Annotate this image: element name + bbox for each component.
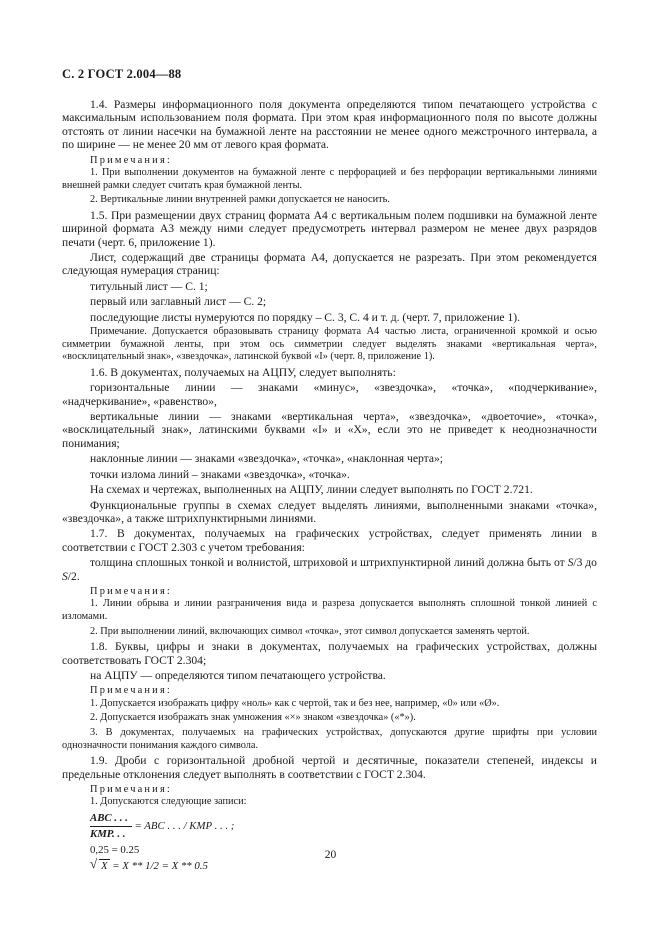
paragraph-1-8-a: на АЦПУ — определяются типом печатающего устройства. (90, 668, 386, 682)
paragraph-1-6-inclined: наклонные линии — знаками «звездочка», «точка», «наклонная черта»; (90, 452, 444, 466)
square-root (90, 855, 110, 873)
sqrt-equivalent: = X ** 1/2 = X ** 0.5 (109, 859, 208, 872)
formula-fraction (90, 812, 597, 841)
fraction-numerator: ABC . . . (90, 812, 132, 827)
note-1-4-1: 1. При выполнении документов на бумажной ленте с перфорацией и без перфорации вертикальными линиями внешней рамки следует считать края бумажной ленты. (62, 167, 597, 191)
note-1-8-2: 2. Допускается изображать знак умножения «×» знаком «звездочка» («*»). (90, 712, 416, 724)
symbol-s: S (567, 556, 574, 570)
radical-sign: √ (90, 855, 98, 871)
paragraph-1-6: 1.6. В документах, получаемых на АЦПУ, следует выполнять: (90, 365, 396, 379)
notes-heading: Примечания: (90, 685, 173, 697)
list-item-title-page: титульный лист — С. 1; (90, 279, 208, 293)
paragraph-1-6-vertical: вертикальные линии — знаками «вертикальная черта», «звездочка», «двоеточие», «точка», «восклицательный знак», латинскими буквами «I» и «X», если это не приведет к неоднозначности понимания; (62, 410, 597, 450)
thickness-end: /2. (67, 569, 80, 583)
note-1-8-3: 3. В документах, получаемых на графических устройствах, допускаются другие шрифты при условии однозначности понимания каждого символа. (62, 726, 597, 751)
notes-heading: Примечания: (90, 783, 173, 795)
paragraph-1-6-horizontal: горизонтальные линии — знаками «минус», «звездочка», «точка», «подчеркивание», «надчеркивание», «равенство», (62, 381, 597, 408)
paragraph-1-6-schemes: На схемах и чертежах, выполненных на АЦПУ, линии следует выполнять по ГОСТ 2.721. (90, 483, 533, 497)
fraction-equivalent: = ABC . . . / KMP . . . ; (131, 819, 235, 832)
note-1-5: Примечание. Допускается образовывать страницу формата А4 частью листа, ограниченной кромкой и осью симметрии бумажной ленты, при этом ось симметрии следует выделять знаками «вертикальная черта», «восклицательный знак», «звездочка», латинской буквой «I» (черт. 8, приложение 1). (62, 326, 597, 363)
formula-decimal: 0,25 = 0.25 (90, 843, 140, 856)
symbol-s: S (62, 569, 68, 583)
list-item-first-page: первый или заглавный лист — С. 2; (90, 295, 267, 309)
radicand: X (101, 859, 108, 872)
notes-heading: Примечания: (90, 154, 173, 166)
paragraph-1-6-breaks: точки излома линий – знаками «звездочка», «точка». (90, 467, 350, 481)
paragraph-1-7: 1.7. В документах, получаемых на графических устройствах, следует применять линии в соответствии с ГОСТ 2.303 с учетом требования: (62, 527, 597, 554)
document-body (62, 98, 597, 873)
fraction (90, 812, 132, 841)
note-1-8-1: 1. Допускается изображать цифру «ноль» как с чертой, так и без нее, например, «0» или «Ø». (90, 697, 500, 709)
paragraph-1-8: 1.8. Буквы, цифры и знаки в документах, получаемых на графических устройствах, должны соответствовать ГОСТ 2.304; (62, 640, 597, 667)
paragraph-1-5: 1.5. При размещении двух страниц формата А4 с вертикальным полем подшивки на бумажной ленте шириной формата А3 между ними следует предусмотреть интервал размером не менее двух разрядов печати (черт. 6, приложение 1). (62, 208, 597, 249)
note-1-7-1: 1. Линии обрыва и линии разграничения вида и разреза допускается выполнять сплошной тонкой линией с изломами. (62, 598, 597, 622)
thickness-text: толщина сплошных тонкой и волнистой, штриховой и штрихпунктирной линий должна быть от (90, 556, 568, 570)
paragraph-1-7-thickness (62, 556, 597, 583)
paragraph-1-9: 1.9. Дроби с горизонтальной дробной чертой и десятичные, показатели степеней, индексы и предельные отклонения следует выполнять в соответствии с ГОСТ 2.304. (62, 754, 597, 781)
thickness-mid: /3 до (573, 556, 597, 570)
page-number: 20 (324, 849, 337, 861)
notes-heading: Примечания: (90, 585, 173, 597)
note-1-7-2: 2. При выполнении линий, включающих символ «точка», этот символ допускается заменять чертой. (90, 625, 530, 637)
fraction-denominator: KMP. . . (90, 827, 126, 840)
paragraph-1-5-b: Лист, содержащий две страницы формата А4, допускается не разрезать. При этом рекомендуется следующая нумерация страниц: (62, 251, 597, 278)
page-header: С. 2 ГОСТ 2.004—88 (62, 67, 182, 81)
note-1-9-1: 1. Допускаются следующие записи: (90, 796, 247, 808)
paragraph-1-4: 1.4. Размеры информационного поля документа определяются типом печатающего устройства с максимальным использованием поля формата. При этом края информационного поля по высоте должны отстоять от линии насечки на бумажной ленте на расстоянии не менее одного межстрочного интервала, а по ширине — не менее 20 мм от левого края формата. (62, 98, 597, 152)
note-1-4-2: 2. Вертикальные линии внутренней рамки допускается не наносить. (90, 194, 390, 206)
list-item-next-pages: последующие листы нумеруются по порядку – С. 3, С. 4 и т. д. (черт. 7, приложение 1). (90, 310, 521, 324)
paragraph-1-6-groups: Функциональные группы в схемах следует выделять линиями, выполненными знаками «точка», «звездочка», а также штрихпунктирными линиями. (62, 498, 597, 525)
